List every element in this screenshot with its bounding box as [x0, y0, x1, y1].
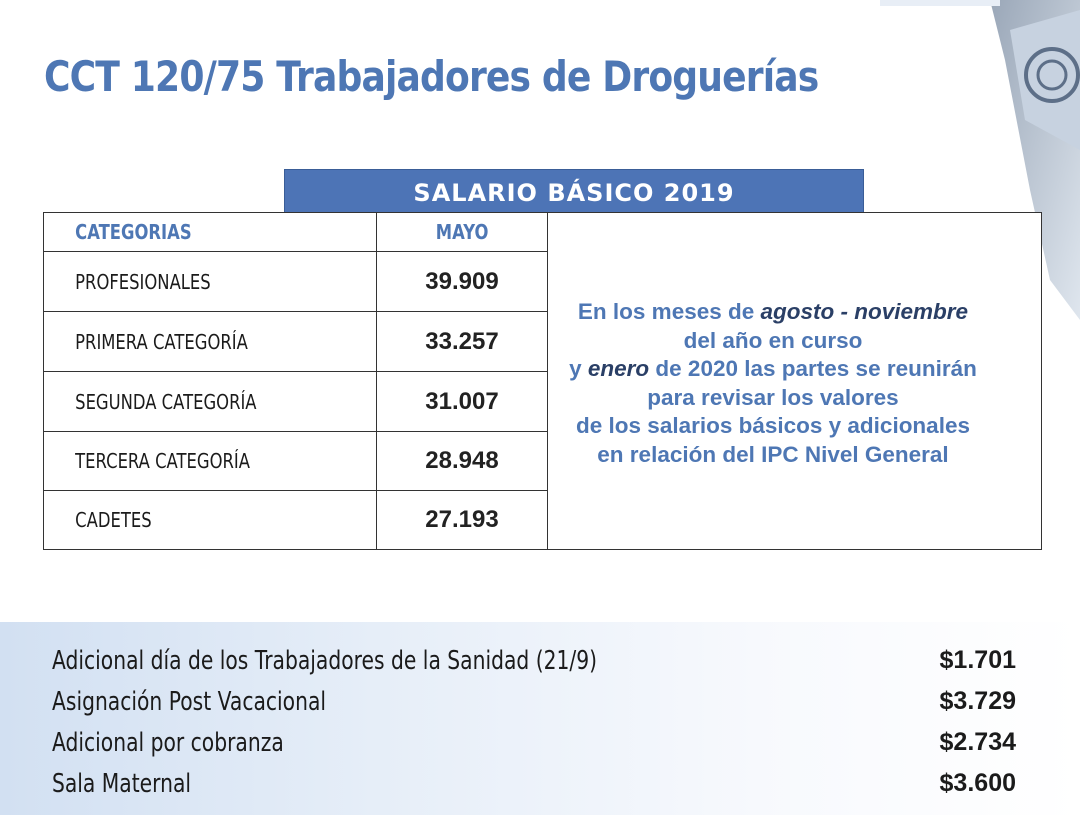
- note-text: En los meses de: [577, 299, 761, 324]
- salary-banner: SALARIO BÁSICO 2019: [284, 169, 864, 213]
- table-row: [44, 372, 376, 432]
- category-label: PROFESIONALES: [75, 269, 211, 294]
- category-label: TERCERA CATEGORÍA: [75, 449, 250, 473]
- page-title: CCT 120/75 Trabajadores de Droguerías: [44, 52, 819, 101]
- list-item: [0, 763, 1080, 803]
- table-row: [44, 312, 376, 372]
- additional-value: $3.729: [939, 687, 1016, 715]
- month-header: MAYO: [435, 220, 489, 244]
- table-row: [44, 252, 376, 312]
- revision-note: [506, 298, 1040, 469]
- note-text: de 2020 las partes se reunirán: [649, 356, 977, 381]
- salary-value: 39.909: [425, 267, 499, 295]
- additional-value: $3.600: [939, 769, 1016, 797]
- category-label: SEGUNDA CATEGORÍA: [75, 389, 257, 414]
- additionals-panel: [0, 622, 1080, 815]
- additional-value: $1.701: [939, 646, 1016, 674]
- table-row: [44, 491, 376, 549]
- additional-label: Adicional día de los Trabajadores de la Sanidad (21/9): [52, 646, 598, 676]
- note-emphasis: agosto - noviembre: [760, 299, 969, 324]
- table-header-cell: [377, 213, 547, 252]
- additional-label: Asignación Post Vacacional: [52, 687, 327, 717]
- list-item: [0, 640, 1080, 680]
- list-item: [0, 722, 1080, 762]
- note-text: del año en curso: [683, 327, 863, 353]
- category-label: PRIMERA CATEGORÍA: [75, 329, 248, 354]
- additional-label: Adicional por cobranza: [52, 728, 284, 758]
- category-header: CATEGORIAS: [75, 220, 192, 244]
- salary-value: 27.193: [425, 506, 499, 533]
- note-text: en relación del IPC Nivel General: [597, 441, 949, 467]
- table-header-cell: [44, 213, 376, 252]
- category-label: CADETES: [75, 508, 152, 532]
- category-column: [44, 213, 377, 549]
- note-text: y: [569, 356, 588, 381]
- additional-label: Sala Maternal: [52, 769, 192, 799]
- list-item: [0, 681, 1080, 721]
- table-cell: [377, 491, 547, 549]
- salary-value: 31.007: [425, 387, 499, 415]
- salary-value: 28.948: [425, 447, 499, 474]
- note-text: de los salarios básicos y adicionales: [576, 413, 970, 438]
- table-row: [44, 432, 376, 491]
- note-emphasis: enero: [587, 356, 650, 381]
- note-text: para revisar los valores: [647, 384, 899, 410]
- additional-value: $2.734: [939, 728, 1016, 756]
- salary-value: 33.257: [425, 327, 499, 355]
